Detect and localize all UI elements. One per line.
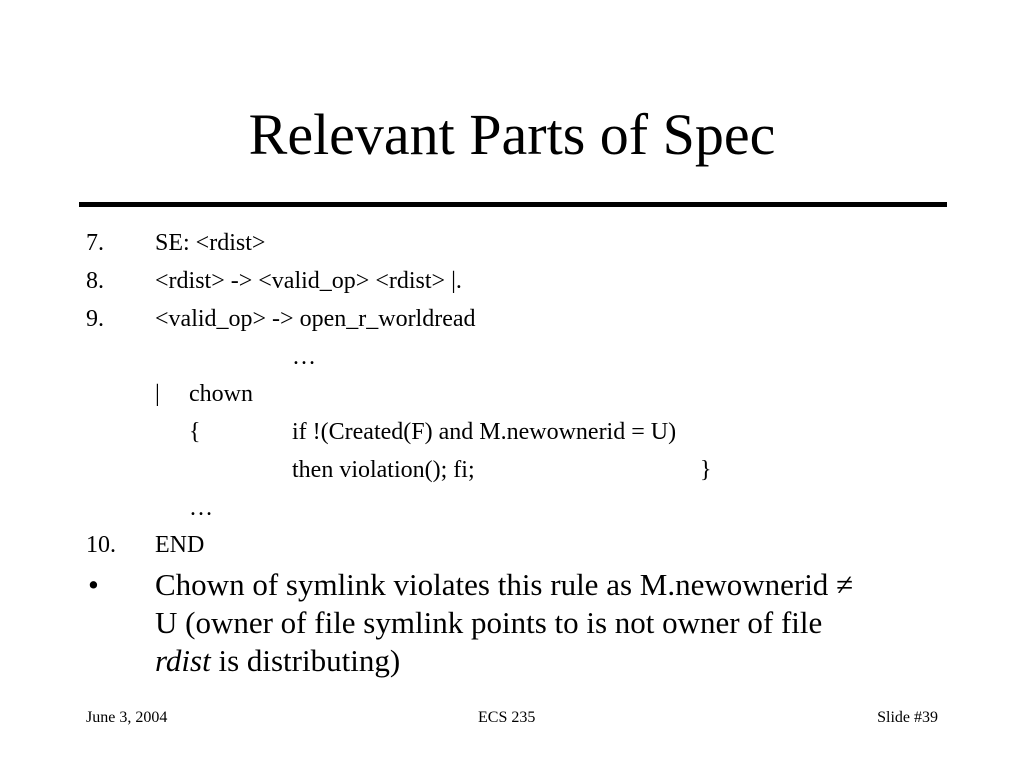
line-number-10: 10.	[86, 532, 116, 558]
footer-slide-number: Slide #39	[877, 709, 938, 726]
alternative-bar: |	[155, 381, 160, 407]
line-number-9: 9.	[86, 306, 104, 332]
if-condition: if !(Created(F) and M.newownerid = U)	[292, 419, 677, 445]
line-number-8: 8.	[86, 268, 104, 294]
ellipsis-1: …	[292, 344, 316, 370]
footer-course: ECS 235	[478, 709, 536, 726]
chown-keyword: chown	[189, 381, 253, 407]
spec-line-8: <rdist> -> <valid_op> <rdist> |.	[155, 268, 462, 294]
rdist-italic: rdist	[155, 643, 211, 678]
footer-date: June 3, 2004	[86, 709, 168, 726]
spec-line-10: END	[155, 532, 205, 558]
bullet-line-3	[155, 642, 400, 680]
line-number-7: 7.	[86, 230, 104, 256]
then-violation: then violation(); fi;	[292, 457, 475, 483]
ellipsis-2: …	[189, 495, 213, 521]
spec-line-9: <valid_op> -> open_r_worldread	[155, 306, 476, 332]
bullet-line-3-rest: is distributing)	[210, 643, 401, 678]
spec-line-7: SE: <rdist>	[155, 230, 266, 256]
slide-title: Relevant Parts of Spec	[248, 102, 776, 167]
bullet-icon: •	[88, 567, 99, 602]
bullet-line-2: U (owner of file symlink points to is not owner of file	[155, 605, 823, 640]
title-divider	[79, 202, 947, 207]
close-brace: }	[700, 457, 712, 483]
bullet-line-1: Chown of symlink violates this rule as M.newownerid ≠	[155, 567, 854, 602]
open-brace: {	[189, 419, 201, 445]
